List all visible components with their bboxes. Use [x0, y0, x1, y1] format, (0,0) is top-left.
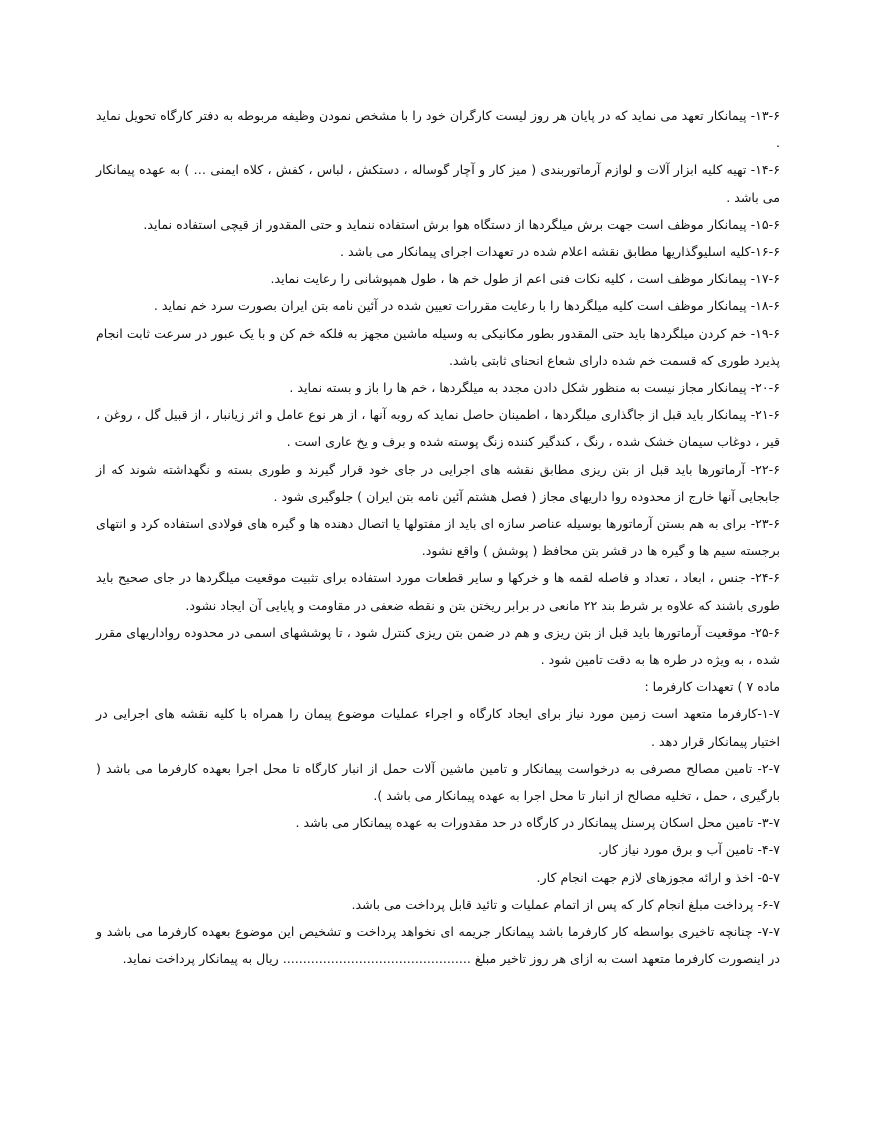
clause-6-21: ۲۱-۶- پیمانکار باید قبل از جاگذاری میلگردها ، اطمینان حاصل نماید که روبه آنها ، از هر نوع عامل و اثر زیانبار ، از قبیل گل ، روغن ، قیر ، دوغاب سیمان خشک شده ، رنگ ، کندگیر کننده زنگ پوسته شده و برف و یخ عاری است .: [96, 407, 780, 450]
clause-6-15: ۱۵-۶- پیمانکار موظف است جهت برش میلگردها از دستگاه هوا برش استفاده ننماید و حتی المقدور از قیچی استفاده نماید.: [143, 216, 780, 232]
clause-6-20: ۲۰-۶- پیمانکار مجاز نیست به منظور شکل دادن مجدد به میلگردها ، خم ها را باز و بسته نماید .: [289, 380, 780, 396]
document-page: [96, 102, 780, 973]
clause-7-6: ۶-۷- پرداخت مبلغ انجام کار که پس از اتمام عملیات و تائید قابل پرداخت می باشد.: [351, 896, 780, 912]
clause-7-1: ۱-۷-کارفرما متعهد است زمین مورد نیاز برای ایجاد کارگاه و اجراء عملیات موضوع پیمان را همراه با کلیه نقشه های اجرایی در اختیار پیمانکار قرار دهد .: [96, 706, 780, 749]
clause-6-25: ۲۵-۶- موقعیت آرماتورها باید قبل از بتن ریزی و هم در ضمن بتن ریزی کنترل شود ، تا پوششهای اسمی در محدوده رواداریهای مقرر شده ، به ویژه در طره ها به دقت تامین شود .: [96, 624, 780, 668]
clause-7-5: ۵-۷- اخذ و ارائه مجوزهای لازم جهت انجام کار.: [536, 869, 780, 885]
clause-6-22: ۲۲-۶- آرماتورها باید قبل از بتن ریزی مطابق نقشه های اجرایی در جای خود قرار گیرند و طوری بسته و نگهداشته شوند که از جابجایی آنها خارج از محدوده روا داریهای مجاز ( فصل هشتم آئین نامه بتن ایران ) جلوگیری شود .: [96, 461, 780, 504]
article-7-heading: ماده ۷ ) تعهدات کارفرما :: [644, 679, 780, 695]
clause-6-18: ۱۸-۶- پیمانکار موظف است کلیه میلگردها را با رعایت مقررات تعیین شده در آئین نامه بتن ایران بصورت سرد خم نماید .: [153, 298, 780, 314]
clause-6-23: ۲۳-۶- برای به هم بستن آرماتورها بوسیله عناصر سازه ای باید از مفتولها یا اتصال دهنده ها و گیره های فولادی استفاده کرد و انتهای برجسته سیم ها و گیره ها در قشر بتن محافظ ( پوشش ) واقع نشود.: [96, 516, 780, 559]
clause-7-7: ۷-۷- چنانچه تاخیری بواسطه کار کارفرما باشد پیمانکار جریمه ای نخواهد پرداخت و تشخیص این موضوع بعهده کارفرما می باشد و در اینصورت کارفرما متعهد است به ازای هر روز تاخیر مبلغ ............................................... ریال به پیمانکار پرداخت نماید.: [96, 924, 780, 967]
clause-6-14: ۱۴-۶- تهیه کلیه ابزار آلات و لوازم آرماتوربندی ( میز کار و آچار گوساله ، دستکش ، لباس ، کفش ، کلاه ایمنی … ) به عهده پیمانکار می باشد .: [96, 162, 780, 205]
clause-6-24: ۲۴-۶- جنس ، ابعاد ، تعداد و فاصله لقمه ها و خرکها و سایر قطعات مورد استفاده برای تثبیت موقعیت میلگردها در جای صحیح باید طوری باشند که علاوه بر شرط بند ۲۲ مانعی در برابر ریختن بتن و نقطه ضعفی در مقاومت و پایایی آن ایجاد نشود.: [96, 570, 780, 613]
clause-6-16: ۱۶-۶-کلیه اسلیوگذاریها مطابق نقشه اعلام شده در تعهدات اجرای پیمانکار می باشد .: [339, 244, 780, 260]
clause-7-4: ۴-۷- تامین آب و برق مورد نیاز کار.: [598, 842, 780, 858]
clause-6-13: ۱۳-۶- پیمانکار تعهد می نماید که در پایان هر روز لیست کارگران خود را با مشخص نمودن وظیفه مربوطه به دفتر کارگاه تحویل نماید .: [96, 108, 780, 151]
clause-7-3: ۳-۷- تامین محل اسکان پرسنل پیمانکار در کارگاه در حد مقدورات به عهده پیمانکار می باشد .: [295, 815, 780, 831]
clause-6-19: ۱۹-۶- خم کردن میلگردها باید حتی المقدور بطور مکانیکی به وسیله ماشین مجهز به فلکه خم کن و با یک عبور در سرعت ثابت انجام پذیرد طوری که قسمت خم شده دارای شعاع انحنای ثابتی باشد.: [96, 325, 780, 368]
clause-7-2: ۲-۷- تامین مصالح مصرفی به درخواست پیمانکار و تامین ماشین آلات حمل از انبار کارگاه تا محل اجرا بعهده کارفرما می باشد ( بارگیری ، حمل ، تخلیه مصالح از انبار تا محل اجرا به عهده پیمانکار می باشد ).: [96, 760, 780, 804]
clause-6-17: ۱۷-۶- پیمانکار موظف است ، کلیه نکات فنی اعم از طول خم ها ، طول همپوشانی را رعایت نماید.: [270, 271, 780, 287]
